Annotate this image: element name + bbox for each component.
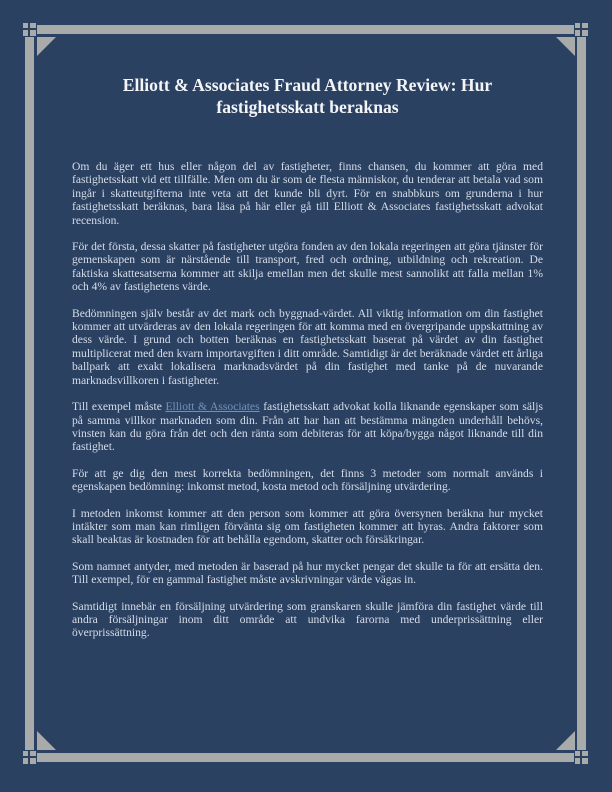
- paragraph-8: [72, 600, 543, 640]
- corner-triangle-bottom-right: [556, 731, 575, 750]
- paragraph-text: Bedömningen själv består av det mark och byggnad-värdet. All viktig information om din fastighet kommer att utvärderas av den lokala regeringen för att komma med en övergripande uppskattning av dess värde. I grund och botten beräknas en fastighetsskatt baserat på värdet av din fastighet multiplicerat med den kvarn importavgiften i ditt område. Samtidigt är det beräknade värdet ett årliga ballpark att exakt lokalisera marknadsvärdet på din fastighet med tanke på de nuvarande marknadsvillkoren i fastigheter.: [72, 306, 543, 387]
- paragraph-3: [72, 307, 543, 387]
- frame-bar-bottom: [37, 753, 574, 762]
- paragraph-text: fastighetsskatt advokat kolla liknande egenskaper som säljs på samma villkor marknaden som din. Från att har han att bestämma mängden underhåll behövs, vinsten kan du göra från det och den ränta som debiteras för att köpa/bygga något liknande till din fastighet.: [72, 400, 543, 454]
- paragraph-6: [72, 507, 543, 547]
- paragraph-1: [72, 160, 543, 227]
- paragraph-text: För att ge dig den mest korrekta bedömningen, det finns 3 metoder som normalt används i egenskapen bedömning: inkomst metod, kosta metod och försäljning utvärdering.: [72, 466, 543, 494]
- paragraph-text: I metoden inkomst kommer att den person som kommer att göra översynen beräkna hur mycket intäkter som man kan rimligen förvänta sig om fastigheten kommer att hyras. Andra faktorer som skall beaktas är kostnaden för att behålla egendom, skatter och försäkringar.: [72, 506, 543, 547]
- paragraph-5: [72, 467, 543, 494]
- paragraph-text: För det första, dessa skatter på fastigheter utgöra fonden av den lokala regeringen att göra tjänster för gemenskapen som är närstående till transport, fred och ordning, utbildning och rekreation. De faktiska skattesatserna kommer att skilja emellan men det skulle mest sannolikt att falla mellan 1% och 4% av fastighetens värde.: [72, 240, 543, 294]
- paragraph-text: Samtidigt innebär en försäljning utvärdering som granskaren skulle jämföra din fastighet värde till andra försäljningar inom ditt område att undvika farorna med underprissättning eller överprissättning.: [72, 599, 543, 640]
- page-title: Elliott & Associates Fraud Attorney Review: Hur fastighetsskatt beraknas: [122, 75, 493, 117]
- paragraph-text: Om du äger ett hus eller någon del av fastigheter, finns chansen, du kommer att göra med fastighetsskatt vid ett tillfälle. Men om du är som de flesta människor, du tenderar att betala vad som ingår i skatteutgifterna inte veta att det kunde bli dyrt. För en snabbkurs om grunderna i hur fastighetsskatt beräknas, bara läsa på här eller gå till Elliott & Associates fastighetsskatt advokat recension.: [72, 160, 543, 227]
- corner-ornament-bottom-left: [23, 751, 36, 764]
- paragraph-text: Som namnet antyder, med metoden är baserad på hur mycket pengar det skulle ta för att ersätta den. Till exempel, för en gammal fastighet måste avskrivningar värde vägas in.: [72, 559, 543, 587]
- paragraph-4: [72, 400, 543, 454]
- paragraph-text: Till exempel måste: [72, 400, 166, 414]
- paragraph-7: [72, 560, 543, 587]
- elliott-associates-link[interactable]: Elliott & Associates: [165, 400, 260, 414]
- paragraph-2: [72, 240, 543, 294]
- corner-ornament-bottom-right: [575, 751, 588, 764]
- corner-triangle-bottom-left: [37, 731, 56, 750]
